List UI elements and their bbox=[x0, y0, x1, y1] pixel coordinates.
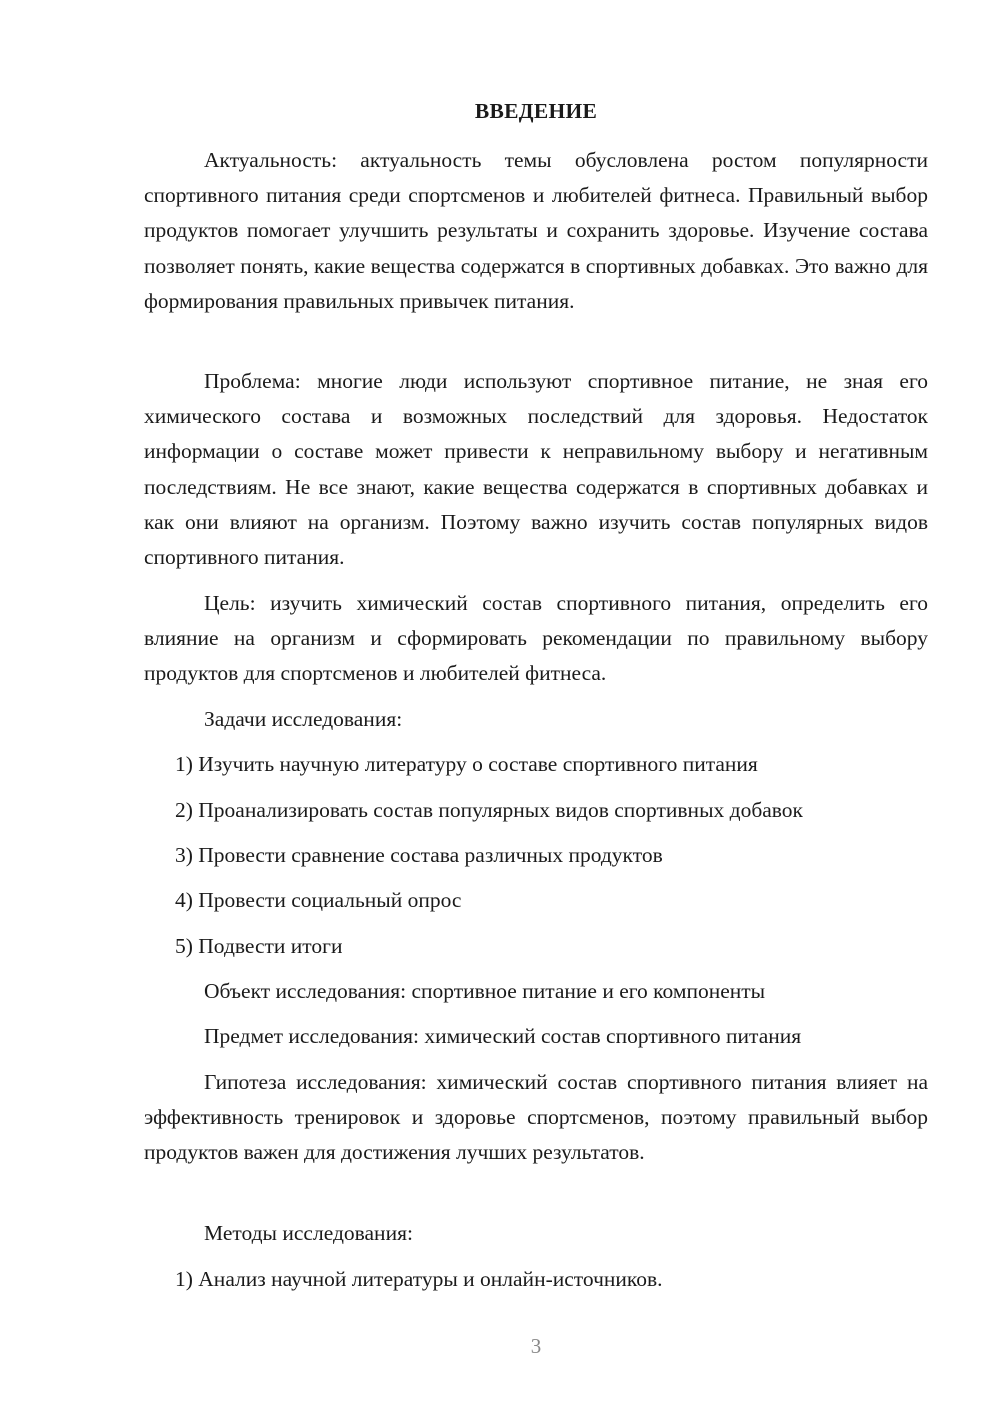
tasks-title: Задачи исследования: bbox=[204, 707, 403, 731]
subject-line: Предмет исследования: химический состав спортивного питания bbox=[204, 1024, 802, 1048]
task-item-3: 3) Провести сравнение состава различных продуктов bbox=[175, 843, 663, 867]
relevance-paragraph: Актуальность: актуальность темы обусловлена ростом популярности спортивного питания среди спортсменов и любителей фитнеса. Правильный выбор продуктов помогает улучшить результаты и сохранить здоровье. Изучение состава позволяет понять, какие вещества содержатся в спортивных добавках. Это важно для формирования правильных привычек питания. bbox=[144, 148, 928, 313]
section-heading: ВВЕДЕНИЕ bbox=[474, 99, 598, 123]
task-item-1: 1) Изучить научную литературу о составе спортивного питания bbox=[175, 752, 758, 776]
hypothesis-paragraph: Гипотеза исследования: химический состав спортивного питания влияет на эффективность тренировок и здоровье спортсменов, поэтому правильный выбор продуктов важен для достижения лучших результатов. bbox=[144, 1070, 928, 1165]
task-item-5: 5) Подвести итоги bbox=[175, 934, 343, 958]
goal-paragraph: Цель: изучить химический состав спортивного питания, определить его влияние на организм и сформировать рекомендации по правильному выбору продуктов для спортсменов и любителей фитнеса. bbox=[144, 591, 928, 686]
task-item-4: 4) Провести социальный опрос bbox=[175, 888, 462, 912]
method-item-1: 1) Анализ научной литературы и онлайн-источников. bbox=[175, 1267, 663, 1291]
methods-title: Методы исследования: bbox=[204, 1221, 413, 1245]
problem-paragraph: Проблема: многие люди используют спортивное питание, не зная его химического состава и возможных последствий для здоровья. Недостаток информации о составе может привести к неправильному выбору и негативным последствиям. Не все знают, какие вещества содержатся в спортивных добавках и как они влияют на организм. Поэтому важно изучить состав популярных видов спортивного питания. bbox=[144, 369, 928, 570]
object-line: Объект исследования: спортивное питание и его компоненты bbox=[204, 979, 766, 1003]
page-number: 3 bbox=[530, 1334, 542, 1358]
task-item-2: 2) Проанализировать состав популярных видов спортивных добавок bbox=[175, 798, 804, 822]
